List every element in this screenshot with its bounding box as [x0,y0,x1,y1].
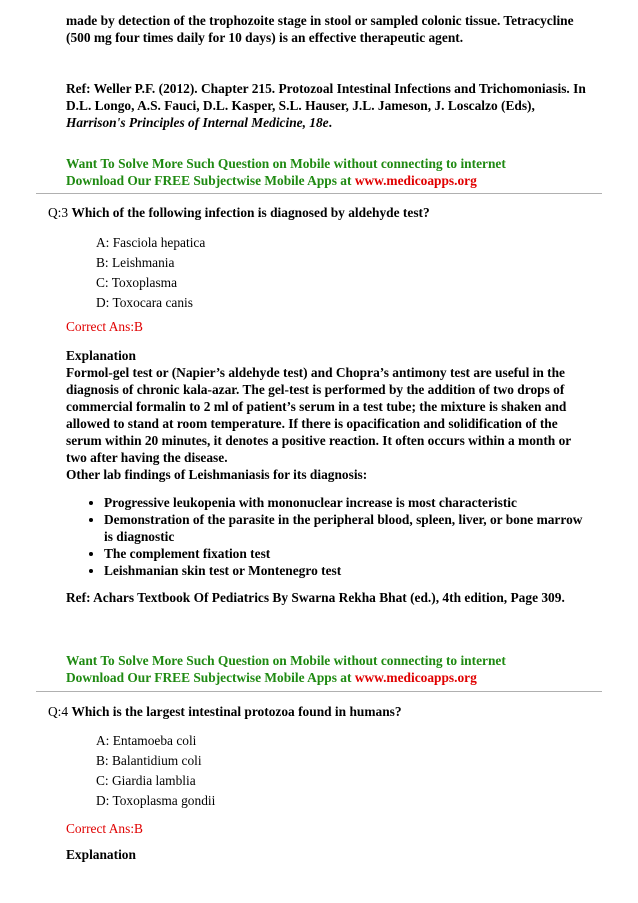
promo-block-1 [66,155,586,189]
question-4 [48,703,608,720]
promo-line-2 [66,172,586,189]
intro-reference-book: Harrison's Principles of Internal Medicine, 18e [66,115,329,130]
option-c: C: Toxoplasma [96,275,178,290]
question-4-options [96,731,396,811]
question-3-options [96,233,396,313]
list-item: • Leishmanian skin test or Montenegro test [104,562,586,579]
option-d: D: Toxocara canis [96,295,193,310]
list-item: • The complement fixation test [104,545,586,562]
findings-list [66,494,586,579]
option-b: B: Leishmania [96,255,175,270]
promo-link[interactable]: www.medicoapps.org [354,670,477,685]
question-3-reference: Ref: Achars Textbook Of Pediatrics By Swarna Rekha Bhat (ed.), 4th edition, Page 309. [66,590,565,605]
promo-link[interactable]: www.medicoapps.org [354,173,477,188]
explanation-text: Formol-gel test or (Napier’s aldehyde test) and Chopra’s antimony test are useful in the diagnosis of chronic kala-azar. The gel-test is performed by the addition of two drops of commercial formalin to 2 ml of patient’s serum in a test tube; the mixture is shaken and allowed to stand at room temperature. If there is opacification and solidification of the serum within 20 minutes, it denotes a positive reaction. It often occurs within a month or two after having the disease. [66,365,571,465]
intro-reference-text: Ref: Weller P.F. (2012). Chapter 215. Protozoal Intestinal Infections and Trichomoniasis. In D.L. Longo, A.S. Fauci, D.L. Kasper, S.L. Hauser, J.L. Jameson, J. Loscalzo (Eds), [66,81,586,113]
question-text: Which of the following infection is diagnosed by aldehyde test? [71,205,430,220]
promo-block-2 [66,652,586,686]
list-item: • Demonstration of the parasite in the peripheral blood, spleen, liver, or bone marrow is diagnostic [104,511,586,545]
promo-line-1: Want To Solve More Such Question on Mobile without connecting to internet [66,653,506,668]
explanation-label: Explanation [66,847,136,862]
question-text: Which is the largest intestinal protozoa found in humans? [71,704,402,719]
question-number: Q:3 [48,205,69,220]
intro-reference-end: . [328,115,332,130]
correct-answer: Correct Ans:B [66,821,143,836]
option-a: A: Fasciola hepatica [96,235,206,250]
option-d: D: Toxoplasma gondii [96,793,216,808]
promo-line-2-text: Download Our FREE Subjectwise Mobile Apps at [66,670,355,685]
option-b: B: Balantidium coli [96,753,202,768]
list-item: • Progressive leukopenia with mononuclear increase is most characteristic [104,494,586,511]
divider [36,193,602,194]
promo-line-1: Want To Solve More Such Question on Mobile without connecting to internet [66,156,506,171]
intro-paragraph: made by detection of the trophozoite stage in stool or sampled colonic tissue. Tetracycline (500 mg four times daily for 10 days) is an effective therapeutic agent. [66,13,574,45]
question-number: Q:4 [48,704,69,719]
intro-reference [66,80,586,131]
promo-line-2-text: Download Our FREE Subjectwise Mobile Apps at [66,173,355,188]
promo-line-2 [66,669,586,686]
explanation-label: Explanation [66,348,136,363]
option-a: A: Entamoeba coli [96,733,197,748]
option-c: C: Giardia lamblia [96,773,196,788]
other-findings-title: Other lab findings of Leishmaniasis for its diagnosis: [66,467,368,482]
correct-answer: Correct Ans:B [66,319,143,334]
divider [36,691,602,692]
question-3 [48,204,608,221]
